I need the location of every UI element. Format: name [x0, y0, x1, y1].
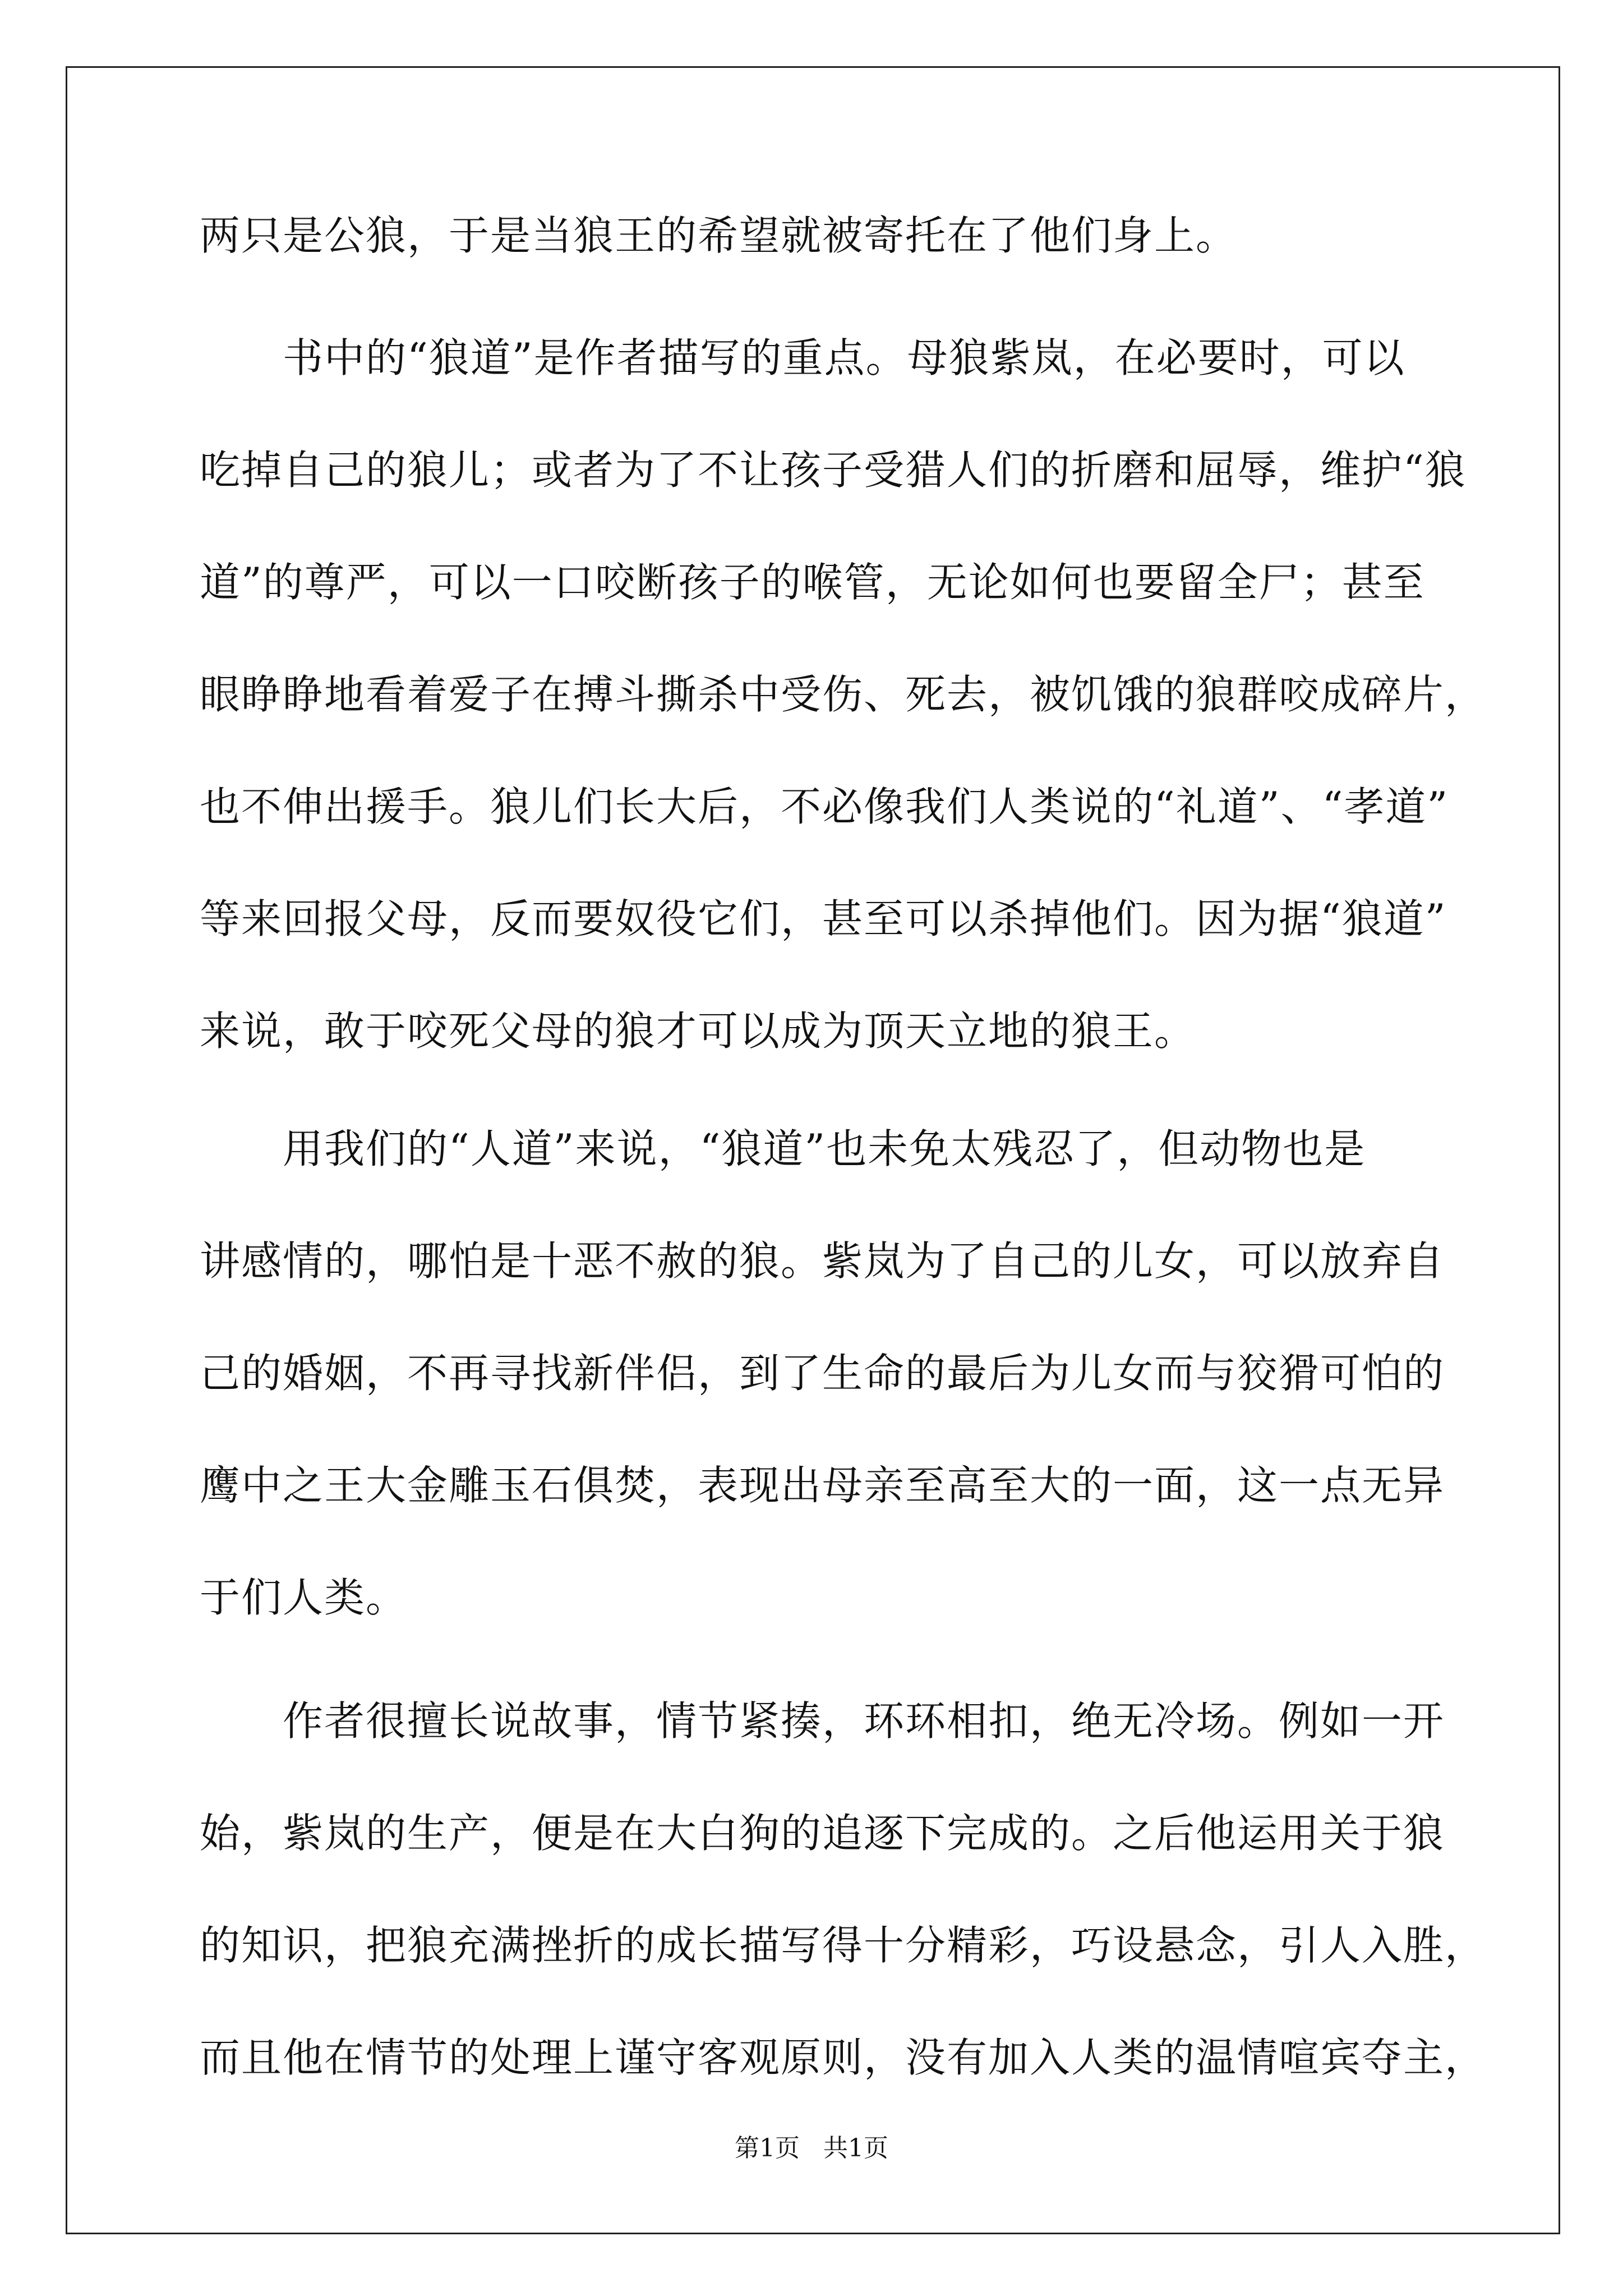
text-line: 讲感情的，哪怕是十恶不赦的狼。紫岚为了自己的儿女，可以放弃自 [200, 1237, 1445, 1285]
text-line: 鹰中之王大金雕玉石俱焚，表现出母亲至高至大的一面，这一点无异 [200, 1462, 1445, 1509]
text-line: 书中的“狼道”是作者描写的重点。母狼紫岚，在必要时，可以 [200, 334, 1405, 381]
text-line: 眼睁睁地看着爱子在搏斗撕杀中受伤、死去，被饥饿的狼群咬成碎片， [200, 671, 1487, 718]
text-line: 于们人类。 [200, 1574, 408, 1621]
text-line: 始，紫岚的生产，便是在大白狗的追逐下完成的。之后他运用关于狼 [200, 1810, 1445, 1857]
text-line: 两只是公狼，于是当狼王的希望就被寄托在了他们身上。 [200, 212, 1238, 259]
text-line: 己的婚姻，不再寻找新伴侣，到了生命的最后为儿女而与狡猾可怕的 [200, 1350, 1445, 1397]
text-line: 道”的尊严，可以一口咬断孩子的喉管，无论如何也要留全尸；甚至 [200, 559, 1425, 606]
text-line: 也不伸出援手。狼儿们长大后，不必像我们人类说的“礼道”、“孝道” [200, 783, 1449, 830]
text-line: 用我们的“人道”来说，“狼道”也未免太残忍了，但动物也是 [200, 1125, 1366, 1172]
page-total: 共1页 [823, 2134, 888, 2162]
page-number: 第1页 [735, 2134, 800, 2162]
text-line: 来说，敢于咬死父母的狼才可以成为顶天立地的狼王。 [200, 1007, 1196, 1055]
text-line: 的知识，把狼充满挫折的成长描写得十分精彩，巧设悬念，引人入胜， [200, 1922, 1487, 1969]
text-line: 而且他在情节的处理上谨守客观原则，没有加入人类的温情喧宾夺主， [200, 2034, 1487, 2081]
text-line: 作者很擅长说故事，情节紧揍，环环相扣，绝无冷场。例如一开 [200, 1697, 1445, 1745]
text-line: 等来回报父母，反而要奴役它们，甚至可以杀掉他们。因为据“狼道” [200, 895, 1447, 942]
page-footer [0, 2132, 1623, 2165]
text-line: 吃掉自己的狼儿；或者为了不让孩子受猎人们的折磨和屈辱，维护“狼 [200, 447, 1467, 494]
